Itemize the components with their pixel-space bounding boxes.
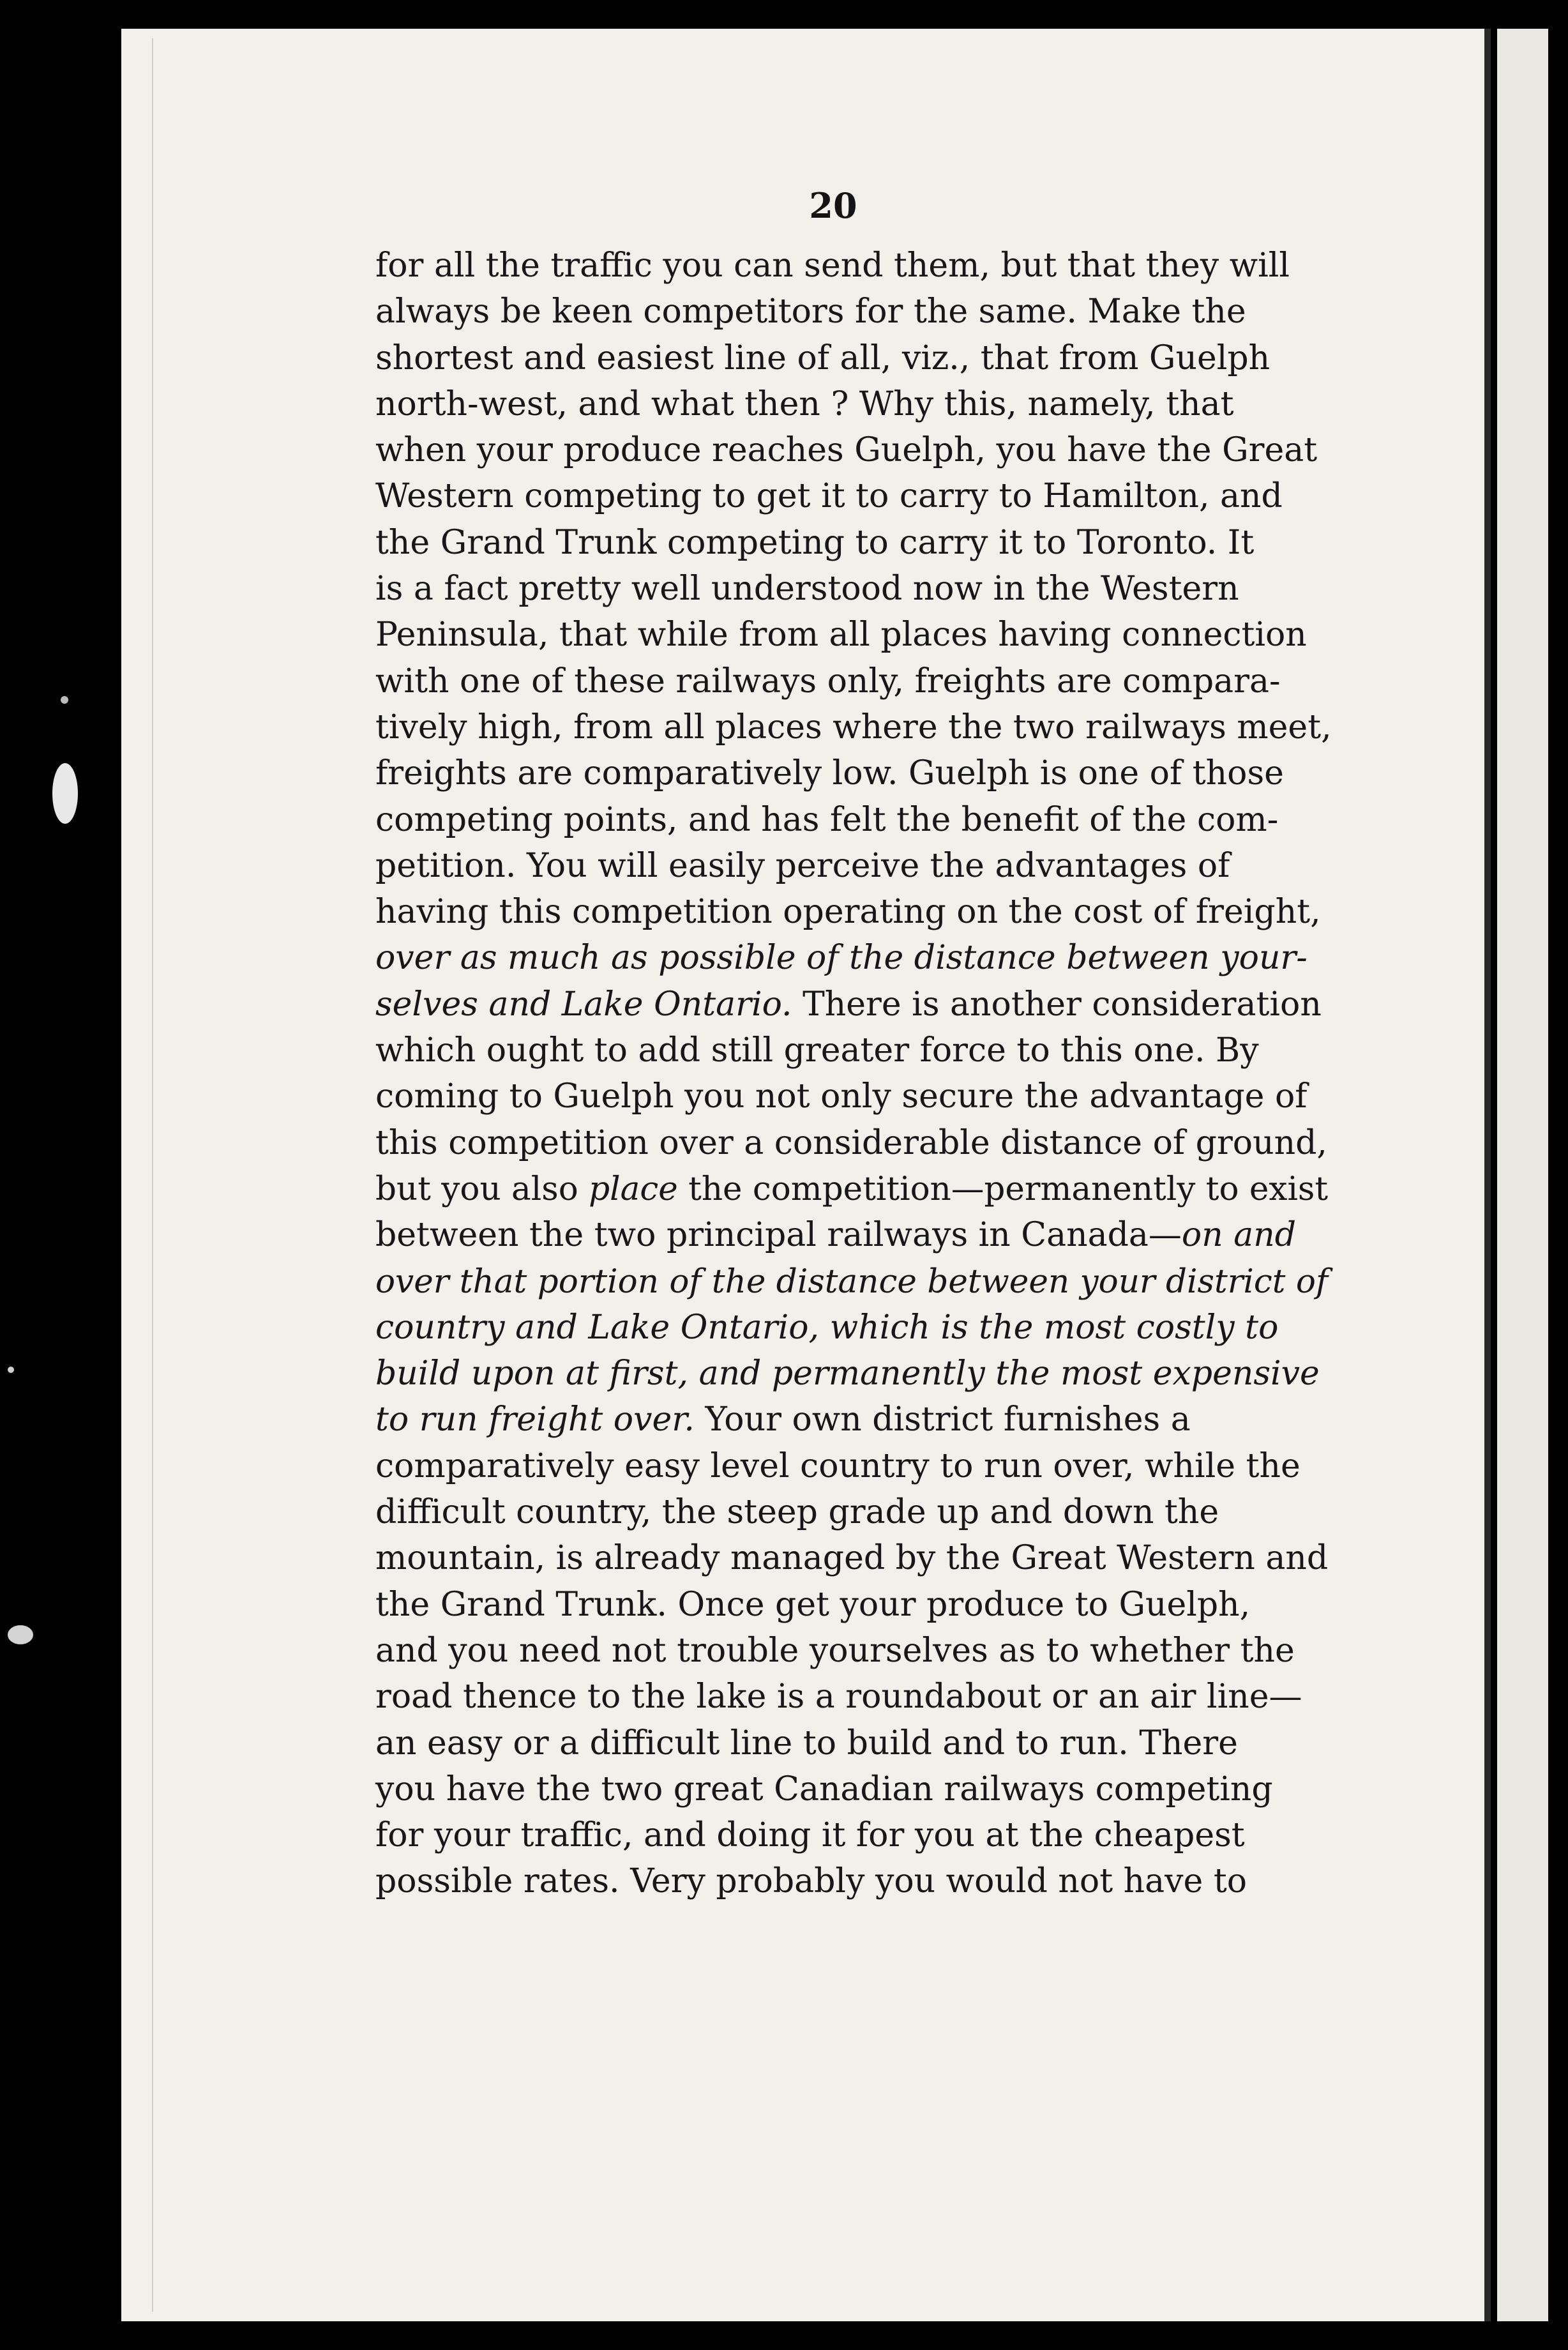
text-segment: Your own district furnishes a	[694, 1400, 1191, 1439]
text-segment: and you need not trouble yourselves as to whether the	[375, 1631, 1295, 1670]
text-segment: for all the traffic you can send them, but that they will	[375, 246, 1290, 285]
text-segment: which ought to add still greater force to this one. By	[375, 1031, 1259, 1070]
italic-segment: place	[589, 1169, 678, 1208]
text-line	[375, 1259, 1333, 1305]
text-line	[375, 1812, 1333, 1858]
italic-segment: over as much as possible of the distance between your-	[375, 939, 1308, 978]
text-segment: tively high, from all places where the two railways meet,	[375, 708, 1332, 747]
text-line	[375, 1443, 1333, 1489]
italic-segment: over that portion of the distance between your district of	[375, 1262, 1329, 1301]
text-segment: with one of these railways only, freights are compara-	[375, 662, 1281, 701]
text-line	[375, 843, 1333, 889]
text-line	[375, 1027, 1333, 1073]
text-segment: Peninsula, that while from all places having connection	[375, 616, 1307, 655]
text-line	[375, 566, 1333, 612]
text-segment: possible rates. Very probably you would not have to	[375, 1862, 1248, 1901]
text-line	[375, 1305, 1333, 1351]
text-line	[375, 1351, 1333, 1397]
text-line	[375, 473, 1333, 519]
text-line	[375, 982, 1333, 1027]
text-segment: north-west, and what then ? Why this, namely, that	[375, 384, 1234, 423]
scan-margin-line	[152, 38, 153, 2312]
text-line	[375, 704, 1333, 750]
text-segment: having this competition operating on the cost of freight,	[375, 893, 1321, 932]
text-line	[375, 1582, 1333, 1628]
text-segment: between the two principal railways in Canada—	[375, 1216, 1182, 1255]
text-segment: There is another consideration	[792, 985, 1322, 1024]
text-line	[375, 335, 1333, 381]
text-line	[375, 1489, 1333, 1535]
text-segment: always be keen competitors for the same. Make the	[375, 292, 1246, 331]
text-segment: when your produce reaches Guelph, you have the Great	[375, 431, 1318, 470]
text-segment: mountain, is already managed by the Great Western and	[375, 1539, 1329, 1578]
scan-speck	[52, 763, 78, 824]
text-line	[375, 381, 1333, 427]
text-line	[375, 750, 1333, 796]
text-line	[375, 935, 1333, 981]
text-segment: Western competing to get it to carry to Hamilton, and	[375, 477, 1283, 516]
text-segment: comparatively easy level country to run over, while the	[375, 1446, 1300, 1485]
scan-speck	[8, 1625, 33, 1644]
text-line	[375, 658, 1333, 704]
text-segment: competing points, and has felt the benefit of the com-	[375, 800, 1279, 839]
text-segment: coming to Guelph you not only secure the advantage of	[375, 1077, 1308, 1116]
text-line	[375, 1720, 1333, 1766]
scan-speck	[61, 696, 68, 704]
text-line	[375, 1120, 1333, 1166]
text-line	[375, 520, 1333, 566]
text-segment: an easy or a difficult line to build and to run. There	[375, 1724, 1238, 1762]
text-segment: the Grand Trunk competing to carry it to Toronto. It	[375, 523, 1255, 562]
text-segment: shortest and easiest line of all, viz., that from Guelph	[375, 338, 1270, 377]
italic-segment: build upon at first, and permanently the most expensive	[375, 1354, 1320, 1393]
text-line	[375, 427, 1333, 473]
body-text	[375, 243, 1333, 1905]
text-segment: is a fact pretty well understood now in the Western	[375, 570, 1239, 609]
text-line	[375, 1535, 1333, 1581]
text-line	[375, 1674, 1333, 1720]
text-segment: the Grand Trunk. Once get your produce to Guelph,	[375, 1585, 1251, 1624]
text-line	[375, 289, 1333, 335]
text-line	[375, 797, 1333, 843]
text-segment: you have the two great Canadian railways competing	[375, 1770, 1273, 1808]
text-line	[375, 612, 1333, 658]
page-edge-shadow	[1484, 29, 1491, 2321]
text-line	[375, 1166, 1333, 1212]
text-segment: the competition—permanently to exist	[677, 1169, 1329, 1208]
page-number: 20	[809, 185, 857, 226]
italic-segment: to run freight over.	[375, 1400, 695, 1439]
text-segment: this competition over a considerable distance of ground,	[375, 1123, 1327, 1162]
text-segment: for your traffic, and doing it for you at the cheapest	[375, 1816, 1245, 1855]
text-line	[375, 1858, 1333, 1904]
text-line	[375, 1073, 1333, 1119]
text-segment: freights are comparatively low. Guelph is one of those	[375, 754, 1284, 793]
scan-speck	[8, 1367, 14, 1373]
italic-segment: country and Lake Ontario, which is the most costly to	[375, 1308, 1279, 1347]
text-line	[375, 1212, 1333, 1258]
text-line	[375, 1766, 1333, 1812]
text-line	[375, 1397, 1333, 1443]
text-segment: petition. You will easily perceive the advantages of	[375, 846, 1230, 885]
italic-segment: on and	[1181, 1216, 1296, 1255]
text-line	[375, 889, 1333, 935]
text-segment: but you also	[375, 1169, 589, 1208]
italic-segment: selves and Lake Ontario.	[375, 985, 792, 1024]
text-line	[375, 243, 1333, 289]
facing-page-edge	[1497, 29, 1548, 2321]
text-line	[375, 1628, 1333, 1674]
text-segment: road thence to the lake is a roundabout or an air line—	[375, 1678, 1302, 1717]
text-segment: difficult country, the steep grade up and down the	[375, 1493, 1219, 1532]
